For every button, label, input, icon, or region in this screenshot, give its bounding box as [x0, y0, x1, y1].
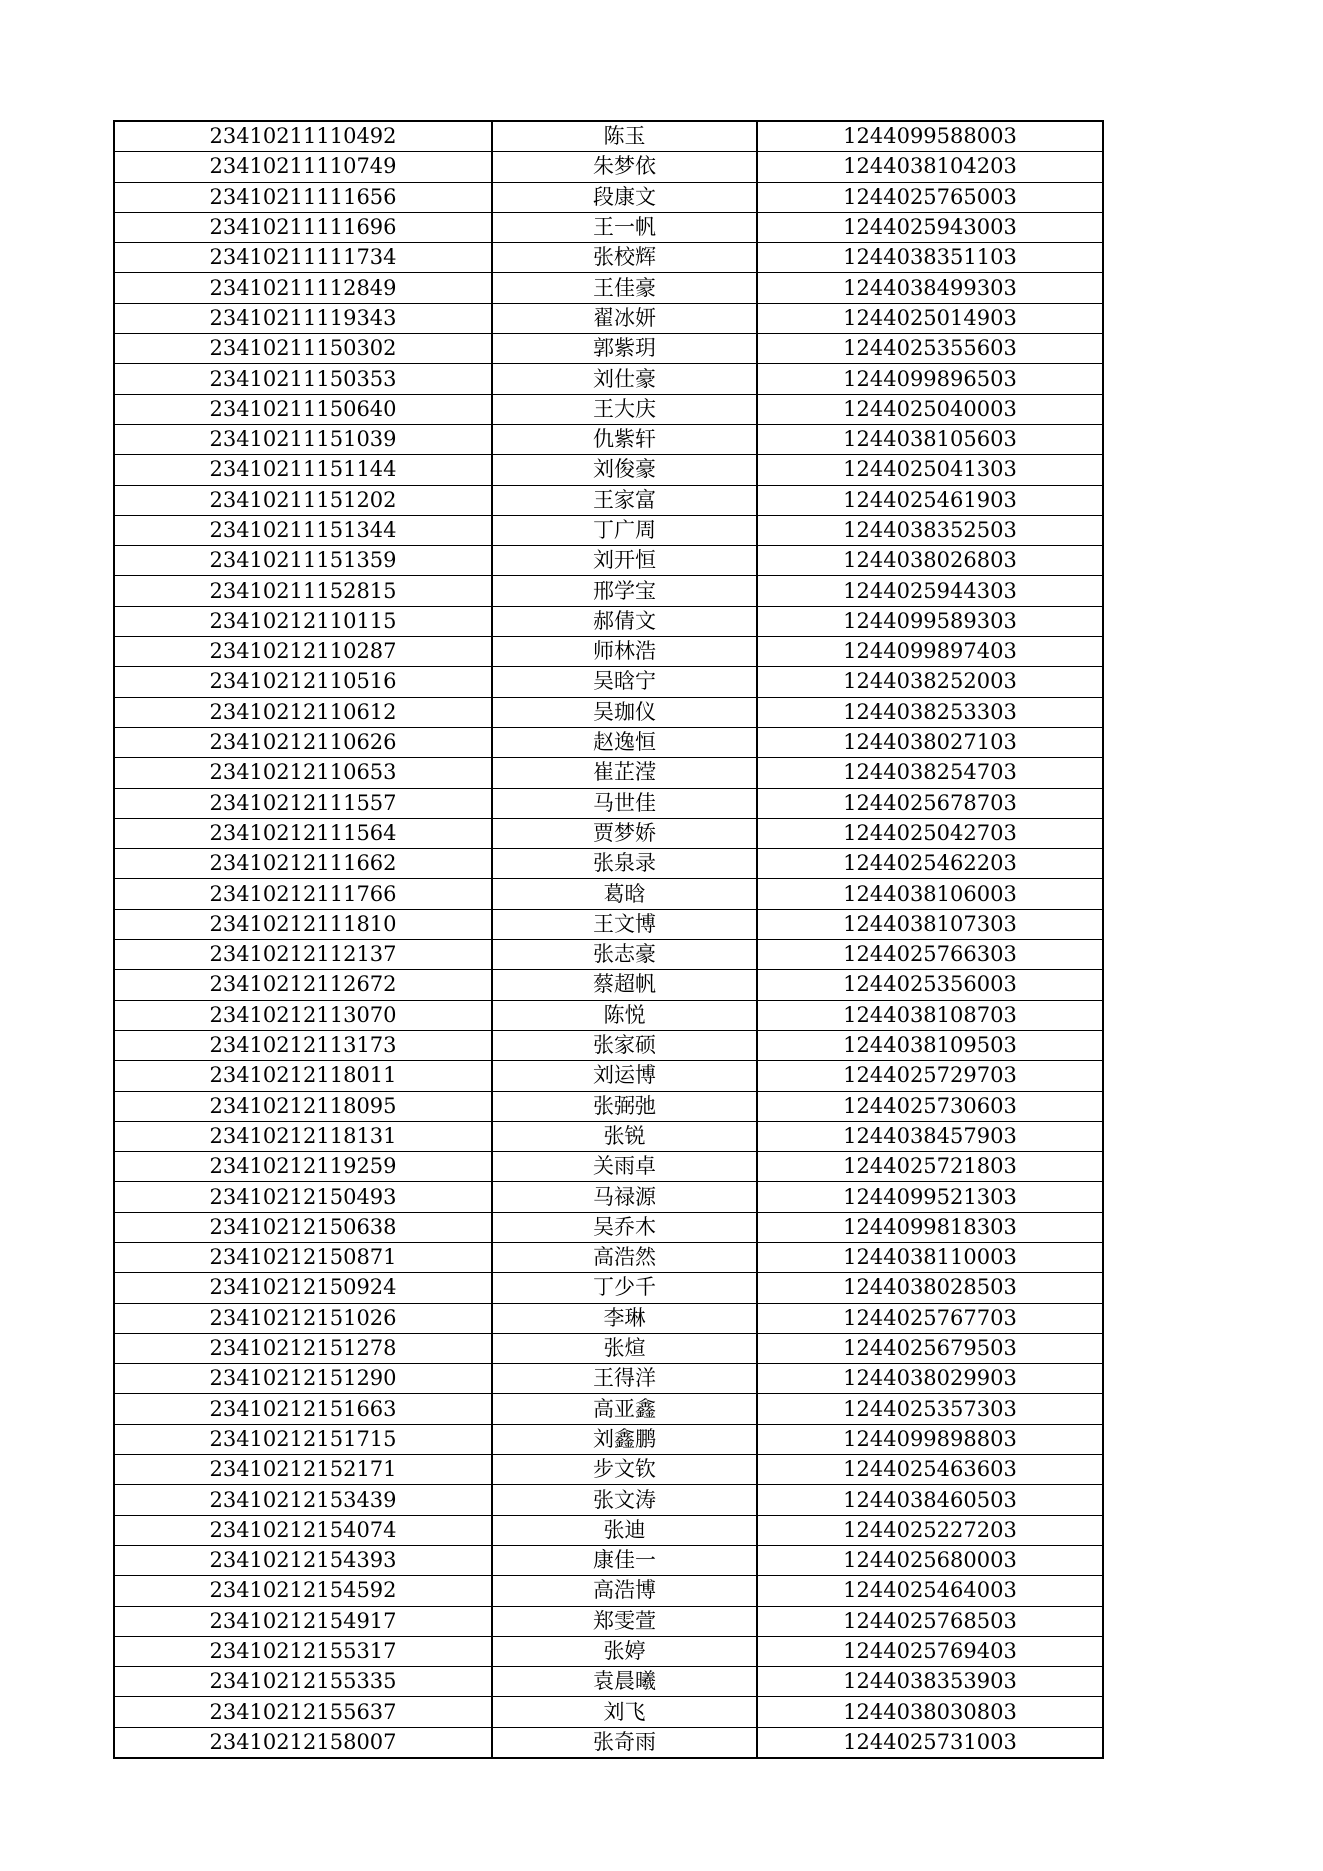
table-row [114, 1515, 1103, 1545]
id-code-cell: 1244025041303 [757, 455, 1103, 485]
exam-number-cell: 23410212113173 [114, 1030, 492, 1060]
exam-number-cell: 23410212118131 [114, 1121, 492, 1151]
id-code-cell: 1244099896503 [757, 364, 1103, 394]
student-name-cell: 陈悦 [492, 1000, 757, 1030]
student-name-cell: 王一帆 [492, 212, 757, 242]
student-name-cell: 张家硕 [492, 1030, 757, 1060]
exam-number-cell: 23410212155335 [114, 1667, 492, 1697]
student-name-cell: 张校辉 [492, 243, 757, 273]
exam-number-cell: 23410211111656 [114, 182, 492, 212]
table-row [114, 1727, 1103, 1758]
id-code-cell: 1244099898803 [757, 1424, 1103, 1454]
student-name-cell: 王得洋 [492, 1364, 757, 1394]
id-code-cell: 1244038460503 [757, 1485, 1103, 1515]
student-name-cell: 崔芷滢 [492, 758, 757, 788]
student-name-cell: 郝倩文 [492, 606, 757, 636]
id-code-cell: 1244025679503 [757, 1333, 1103, 1363]
exam-number-cell: 23410212151663 [114, 1394, 492, 1424]
table-row [114, 121, 1103, 152]
student-name-cell: 朱梦依 [492, 152, 757, 182]
id-code-cell: 1244025768503 [757, 1606, 1103, 1636]
exam-number-cell: 23410212110115 [114, 606, 492, 636]
id-code-cell: 1244025721803 [757, 1152, 1103, 1182]
exam-number-cell: 23410212155637 [114, 1697, 492, 1727]
table-row [114, 1061, 1103, 1091]
id-code-cell: 1244038028503 [757, 1273, 1103, 1303]
exam-number-cell: 23410211110492 [114, 121, 492, 152]
table-row [114, 515, 1103, 545]
id-code-cell: 1244099521303 [757, 1182, 1103, 1212]
table-row [114, 576, 1103, 606]
exam-number-cell: 23410212111564 [114, 818, 492, 848]
id-code-cell: 1244038110003 [757, 1242, 1103, 1272]
table-row [114, 455, 1103, 485]
table-row [114, 485, 1103, 515]
id-code-cell: 1244025678703 [757, 788, 1103, 818]
exam-number-cell: 23410212154592 [114, 1576, 492, 1606]
student-name-cell: 高浩然 [492, 1242, 757, 1272]
exam-number-cell: 23410212110653 [114, 758, 492, 788]
id-code-cell: 1244038254703 [757, 758, 1103, 788]
exam-number-cell: 23410211150353 [114, 364, 492, 394]
student-name-cell: 张煊 [492, 1333, 757, 1363]
id-code-cell: 1244038026803 [757, 546, 1103, 576]
id-code-cell: 1244038253303 [757, 697, 1103, 727]
student-name-cell: 张婷 [492, 1636, 757, 1666]
table-row [114, 546, 1103, 576]
exam-number-cell: 23410212158007 [114, 1727, 492, 1758]
exam-number-cell: 23410212150924 [114, 1273, 492, 1303]
id-code-cell: 1244038353903 [757, 1667, 1103, 1697]
exam-number-cell: 23410212110626 [114, 727, 492, 757]
exam-number-cell: 23410211112849 [114, 273, 492, 303]
exam-number-cell: 23410211150302 [114, 334, 492, 364]
exam-number-cell: 23410212112672 [114, 970, 492, 1000]
exam-number-cell: 23410212154074 [114, 1515, 492, 1545]
table-row [114, 849, 1103, 879]
table-row [114, 1545, 1103, 1575]
id-code-cell: 1244038109503 [757, 1030, 1103, 1060]
exam-number-cell: 23410211150640 [114, 394, 492, 424]
table-row [114, 758, 1103, 788]
table-row [114, 940, 1103, 970]
student-name-cell: 刘运博 [492, 1061, 757, 1091]
id-code-cell: 1244025461903 [757, 485, 1103, 515]
table-row [114, 303, 1103, 333]
id-code-cell: 1244025765003 [757, 182, 1103, 212]
student-name-cell: 步文钦 [492, 1455, 757, 1485]
exam-number-cell: 23410212119259 [114, 1152, 492, 1182]
student-name-cell: 翟冰妍 [492, 303, 757, 333]
id-code-cell: 1244025729703 [757, 1061, 1103, 1091]
id-code-cell: 1244025464003 [757, 1576, 1103, 1606]
table-row [114, 818, 1103, 848]
table-row [114, 1303, 1103, 1333]
table-row [114, 1333, 1103, 1363]
student-name-cell: 张锐 [492, 1121, 757, 1151]
student-name-cell: 蔡超帆 [492, 970, 757, 1000]
table-row [114, 1152, 1103, 1182]
roster-body [114, 121, 1103, 1758]
student-name-cell: 张志豪 [492, 940, 757, 970]
student-name-cell: 刘开恒 [492, 546, 757, 576]
exam-number-cell: 23410211119343 [114, 303, 492, 333]
student-name-cell: 郑雯萱 [492, 1606, 757, 1636]
exam-number-cell: 23410212118011 [114, 1061, 492, 1091]
table-row [114, 182, 1103, 212]
table-row [114, 364, 1103, 394]
id-code-cell: 1244099818303 [757, 1212, 1103, 1242]
table-row [114, 1030, 1103, 1060]
student-name-cell: 王大庆 [492, 394, 757, 424]
table-row [114, 1242, 1103, 1272]
id-code-cell: 1244038029903 [757, 1364, 1103, 1394]
student-name-cell: 刘鑫鹏 [492, 1424, 757, 1454]
exam-number-cell: 23410212152171 [114, 1455, 492, 1485]
exam-number-cell: 23410211151144 [114, 455, 492, 485]
id-code-cell: 1244025944303 [757, 576, 1103, 606]
table-row [114, 334, 1103, 364]
id-code-cell: 1244038252003 [757, 667, 1103, 697]
student-name-cell: 吴乔木 [492, 1212, 757, 1242]
exam-number-cell: 23410211110749 [114, 152, 492, 182]
table-row [114, 212, 1103, 242]
exam-number-cell: 23410212110612 [114, 697, 492, 727]
table-row [114, 1576, 1103, 1606]
student-name-cell: 吴珈仪 [492, 697, 757, 727]
table-row [114, 1212, 1103, 1242]
student-name-cell: 张奇雨 [492, 1727, 757, 1758]
id-code-cell: 1244025040003 [757, 394, 1103, 424]
student-name-cell: 袁晨曦 [492, 1667, 757, 1697]
id-code-cell: 1244025355603 [757, 334, 1103, 364]
student-name-cell: 贾梦娇 [492, 818, 757, 848]
id-code-cell: 1244025943003 [757, 212, 1103, 242]
id-code-cell: 1244038030803 [757, 1697, 1103, 1727]
exam-number-cell: 23410212151278 [114, 1333, 492, 1363]
id-code-cell: 1244025042703 [757, 818, 1103, 848]
exam-number-cell: 23410212110516 [114, 667, 492, 697]
id-code-cell: 1244025357303 [757, 1394, 1103, 1424]
student-name-cell: 丁少千 [492, 1273, 757, 1303]
student-name-cell: 陈玉 [492, 121, 757, 152]
exam-number-cell: 23410212113070 [114, 1000, 492, 1030]
id-code-cell: 1244025356003 [757, 970, 1103, 1000]
student-name-cell: 张泉录 [492, 849, 757, 879]
exam-number-cell: 23410211151039 [114, 424, 492, 454]
student-name-cell: 葛晗 [492, 879, 757, 909]
id-code-cell: 1244038105603 [757, 424, 1103, 454]
table-row [114, 1424, 1103, 1454]
student-name-cell: 张弼弛 [492, 1091, 757, 1121]
table-row [114, 788, 1103, 818]
id-code-cell: 1244038457903 [757, 1121, 1103, 1151]
table-row [114, 727, 1103, 757]
student-name-cell: 丁广周 [492, 515, 757, 545]
student-name-cell: 马禄源 [492, 1182, 757, 1212]
exam-number-cell: 23410211111734 [114, 243, 492, 273]
student-name-cell: 吴晗宁 [492, 667, 757, 697]
roster-table [113, 120, 1104, 1759]
student-name-cell: 刘飞 [492, 1697, 757, 1727]
id-code-cell: 1244025680003 [757, 1545, 1103, 1575]
exam-number-cell: 23410212111662 [114, 849, 492, 879]
student-name-cell: 赵逸恒 [492, 727, 757, 757]
table-row [114, 1455, 1103, 1485]
id-code-cell: 1244025462203 [757, 849, 1103, 879]
table-row [114, 1667, 1103, 1697]
student-name-cell: 刘仕豪 [492, 364, 757, 394]
table-row [114, 637, 1103, 667]
id-code-cell: 1244038027103 [757, 727, 1103, 757]
table-row [114, 1000, 1103, 1030]
table-row [114, 697, 1103, 727]
id-code-cell: 1244025730603 [757, 1091, 1103, 1121]
student-name-cell: 郭紫玥 [492, 334, 757, 364]
exam-number-cell: 23410212150638 [114, 1212, 492, 1242]
table-row [114, 970, 1103, 1000]
student-name-cell: 高亚鑫 [492, 1394, 757, 1424]
exam-number-cell: 23410212111766 [114, 879, 492, 909]
exam-number-cell: 23410212110287 [114, 637, 492, 667]
id-code-cell: 1244025227203 [757, 1515, 1103, 1545]
table-row [114, 606, 1103, 636]
table-row [114, 1697, 1103, 1727]
table-row [114, 243, 1103, 273]
student-name-cell: 关雨卓 [492, 1152, 757, 1182]
exam-number-cell: 23410212151026 [114, 1303, 492, 1333]
id-code-cell: 1244099588003 [757, 121, 1103, 152]
table-row [114, 1394, 1103, 1424]
id-code-cell: 1244025014903 [757, 303, 1103, 333]
student-name-cell: 康佳一 [492, 1545, 757, 1575]
table-row [114, 1182, 1103, 1212]
id-code-cell: 1244025767703 [757, 1303, 1103, 1333]
student-name-cell: 段康文 [492, 182, 757, 212]
table-row [114, 1091, 1103, 1121]
id-code-cell: 1244025766303 [757, 940, 1103, 970]
id-code-cell: 1244099897403 [757, 637, 1103, 667]
id-code-cell: 1244099589303 [757, 606, 1103, 636]
id-code-cell: 1244025463603 [757, 1455, 1103, 1485]
table-row [114, 909, 1103, 939]
exam-number-cell: 23410212155317 [114, 1636, 492, 1666]
exam-number-cell: 23410212111557 [114, 788, 492, 818]
exam-number-cell: 23410212111810 [114, 909, 492, 939]
exam-number-cell: 23410211111696 [114, 212, 492, 242]
exam-number-cell: 23410212151290 [114, 1364, 492, 1394]
id-code-cell: 1244038104203 [757, 152, 1103, 182]
id-code-cell: 1244025769403 [757, 1636, 1103, 1666]
id-code-cell: 1244038351103 [757, 243, 1103, 273]
table-row [114, 394, 1103, 424]
student-name-cell: 李琳 [492, 1303, 757, 1333]
student-name-cell: 王家富 [492, 485, 757, 515]
student-name-cell: 王文博 [492, 909, 757, 939]
student-name-cell: 邢学宝 [492, 576, 757, 606]
table-row [114, 424, 1103, 454]
exam-number-cell: 23410212154917 [114, 1606, 492, 1636]
student-name-cell: 张文涛 [492, 1485, 757, 1515]
table-row [114, 1364, 1103, 1394]
exam-number-cell: 23410212150871 [114, 1242, 492, 1272]
table-row [114, 879, 1103, 909]
id-code-cell: 1244038352503 [757, 515, 1103, 545]
exam-number-cell: 23410211152815 [114, 576, 492, 606]
id-code-cell: 1244038106003 [757, 879, 1103, 909]
table-row [114, 152, 1103, 182]
student-name-cell: 仇紫轩 [492, 424, 757, 454]
id-code-cell: 1244038107303 [757, 909, 1103, 939]
student-name-cell: 张迪 [492, 1515, 757, 1545]
student-name-cell: 师林浩 [492, 637, 757, 667]
exam-number-cell: 23410211151344 [114, 515, 492, 545]
student-name-cell: 马世佳 [492, 788, 757, 818]
exam-number-cell: 23410211151202 [114, 485, 492, 515]
id-code-cell: 1244038499303 [757, 273, 1103, 303]
id-code-cell: 1244038108703 [757, 1000, 1103, 1030]
exam-number-cell: 23410212150493 [114, 1182, 492, 1212]
table-row [114, 1273, 1103, 1303]
table-row [114, 1485, 1103, 1515]
student-name-cell: 高浩博 [492, 1576, 757, 1606]
id-code-cell: 1244025731003 [757, 1727, 1103, 1758]
exam-number-cell: 23410212151715 [114, 1424, 492, 1454]
table-row [114, 273, 1103, 303]
table-row [114, 1606, 1103, 1636]
exam-number-cell: 23410212154393 [114, 1545, 492, 1575]
table-row [114, 1636, 1103, 1666]
student-name-cell: 刘俊豪 [492, 455, 757, 485]
table-row [114, 667, 1103, 697]
exam-number-cell: 23410212118095 [114, 1091, 492, 1121]
table-row [114, 1121, 1103, 1151]
exam-number-cell: 23410212112137 [114, 940, 492, 970]
student-name-cell: 王佳豪 [492, 273, 757, 303]
exam-number-cell: 23410211151359 [114, 546, 492, 576]
exam-number-cell: 23410212153439 [114, 1485, 492, 1515]
